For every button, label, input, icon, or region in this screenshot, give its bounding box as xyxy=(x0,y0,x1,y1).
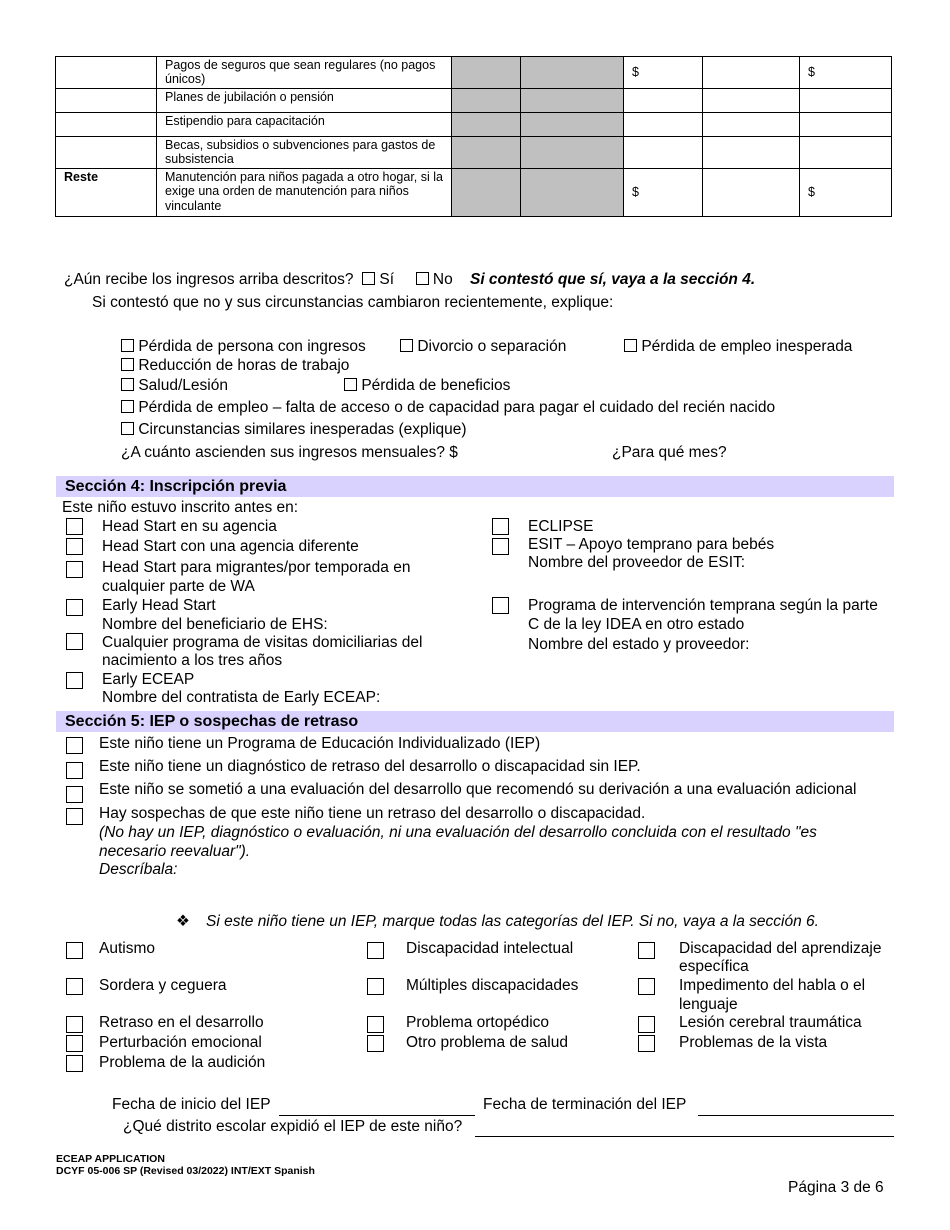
option-row xyxy=(624,338,852,356)
option-label: Pérdida de persona con ingresos xyxy=(138,338,366,355)
shaded-cell xyxy=(521,57,624,89)
table-row xyxy=(56,137,892,169)
row-label xyxy=(56,113,157,137)
option-row xyxy=(400,338,566,356)
iep-checkbox[interactable] xyxy=(66,737,83,754)
page-number: Página 3 de 6 xyxy=(788,1179,884,1196)
speech-checkbox[interactable] xyxy=(638,978,655,995)
row-description: Becas, subsidios o subvenciones para gastos de subsistencia xyxy=(157,137,452,169)
end-date-field[interactable] xyxy=(698,1115,894,1116)
row-description: Estipendio para capacitación xyxy=(157,113,452,137)
option-label: Early Head Start xyxy=(102,597,216,614)
option-row xyxy=(121,338,366,356)
option-label: cualquier parte de WA xyxy=(102,578,255,595)
idea-name-label: Nombre del estado y proveedor: xyxy=(528,636,750,653)
newborn-checkbox[interactable] xyxy=(121,400,134,413)
divorce-checkbox[interactable] xyxy=(400,339,413,352)
row-description: Manutención para niños pagada a otro hogar, si la exige una orden de manutención para niños vinculante xyxy=(157,169,452,217)
ehs-checkbox[interactable] xyxy=(66,599,83,616)
table-row xyxy=(56,57,892,89)
category-label: lenguaje xyxy=(679,996,738,1013)
category-label: Problema ortopédico xyxy=(406,1014,550,1031)
diagnosis-checkbox[interactable] xyxy=(66,762,83,779)
category-label: Problema de la audición xyxy=(99,1054,266,1071)
row-label: Reste xyxy=(56,169,157,217)
option-label: Este niño se sometió a una evaluación del desarrollo que recomendó su derivación a una evaluación adicional xyxy=(99,781,857,798)
early-eceap-checkbox[interactable] xyxy=(66,672,83,689)
benefits-checkbox[interactable] xyxy=(344,378,357,391)
hours-checkbox[interactable] xyxy=(121,358,134,371)
orthopedic-checkbox[interactable] xyxy=(367,1016,384,1033)
no-checkbox[interactable] xyxy=(416,272,429,285)
category-label: Discapacidad del aprendizaje xyxy=(679,940,882,957)
end-date-label: Fecha de terminación del IEP xyxy=(483,1096,687,1113)
shaded-cell xyxy=(452,89,521,113)
intellectual-checkbox[interactable] xyxy=(367,942,384,959)
no-label: No xyxy=(432,271,453,288)
amount-cell[interactable]: $ xyxy=(800,169,892,217)
row-description: Planes de jubilación o pensión xyxy=(157,89,452,113)
esit-checkbox[interactable] xyxy=(492,538,509,555)
yes-instruction: Si contestó que sí, vaya a la sección 4. xyxy=(469,271,756,288)
describe-label: Descríbala: xyxy=(99,861,178,878)
option-label: C de la ley IDEA en otro estado xyxy=(528,616,745,633)
option-label: Este niño tiene un diagnóstico de retraso del desarrollo o discapacidad sin IEP. xyxy=(99,758,641,775)
tbi-checkbox[interactable] xyxy=(638,1016,655,1033)
category-label: Autismo xyxy=(99,940,155,957)
option-row xyxy=(344,377,510,395)
shaded-cell xyxy=(452,169,521,217)
similar-checkbox[interactable] xyxy=(121,422,134,435)
category-label: Lesión cerebral traumática xyxy=(679,1014,862,1031)
option-label: Head Start con una agencia diferente xyxy=(102,538,359,555)
shaded-cell xyxy=(521,89,624,113)
start-date-field[interactable] xyxy=(279,1115,475,1116)
which-month: ¿Para qué mes? xyxy=(612,444,727,461)
row-label xyxy=(56,137,157,169)
yes-checkbox[interactable] xyxy=(362,272,375,285)
amount-cell[interactable] xyxy=(703,89,800,113)
early-eceap-name-label: Nombre del contratista de Early ECEAP: xyxy=(102,689,381,706)
option-label: Pérdida de empleo – falta de acceso o de capacidad para pagar el cuidado del recién nacido xyxy=(138,399,776,416)
shaded-cell xyxy=(521,137,624,169)
option-row xyxy=(121,357,349,375)
hs-other-checkbox[interactable] xyxy=(66,538,83,555)
amount-cell[interactable] xyxy=(624,137,703,169)
yes-label: Sí xyxy=(379,271,395,288)
option-row xyxy=(121,399,775,417)
option-label: Divorcio o separación xyxy=(417,338,567,355)
option-label: Head Start para migrantes/por temporada en xyxy=(102,559,411,576)
option-label: Este niño tiene un Programa de Educación Individualizado (IEP) xyxy=(99,735,541,752)
amount-cell[interactable]: $ xyxy=(624,57,703,89)
row-label xyxy=(56,57,157,89)
amount-cell[interactable] xyxy=(703,113,800,137)
multiple-checkbox[interactable] xyxy=(367,978,384,995)
option-label: Hay sospechas de que este niño tiene un retraso del desarrollo o discapacidad. xyxy=(99,805,646,822)
table-row xyxy=(56,89,892,113)
shaded-cell xyxy=(452,137,521,169)
hs-agency-checkbox[interactable] xyxy=(66,518,83,535)
amount-cell[interactable] xyxy=(624,113,703,137)
table-row xyxy=(56,169,892,217)
option-label: ECLIPSE xyxy=(528,518,594,535)
suspicion-note: necesario reevaluar"). xyxy=(99,843,251,860)
category-label: Retraso en el desarrollo xyxy=(99,1014,264,1031)
other-health-checkbox[interactable] xyxy=(367,1035,384,1052)
option-row xyxy=(121,377,228,395)
iep-instruction: Si este niño tiene un IEP, marque todas las categorías del IEP. Si no, vaya a la sección 6. xyxy=(206,913,819,930)
shaded-cell xyxy=(521,169,624,217)
section-4-intro: Este niño estuvo inscrito antes en: xyxy=(62,499,299,516)
diamond-bullet-icon: ❖ xyxy=(176,913,190,930)
start-date-label: Fecha de inicio del IEP xyxy=(112,1096,271,1113)
option-row xyxy=(121,421,467,439)
amount-cell[interactable] xyxy=(800,89,892,113)
explain-text: Si contestó que no y sus circunstancias cambiaron recientemente, explique: xyxy=(92,294,614,311)
health-checkbox[interactable] xyxy=(121,378,134,391)
autism-checkbox[interactable] xyxy=(66,942,83,959)
option-label: Reducción de horas de trabajo xyxy=(138,357,350,374)
option-label: Early ECEAP xyxy=(102,671,195,688)
category-label: Problemas de la vista xyxy=(679,1034,828,1051)
category-label: Sordera y ceguera xyxy=(99,977,227,994)
shaded-cell xyxy=(521,113,624,137)
monthly-income: ¿A cuánto ascienden sus ingresos mensuales? $ xyxy=(121,444,458,461)
loss-person-checkbox[interactable] xyxy=(121,339,134,352)
amount-cell[interactable] xyxy=(800,113,892,137)
option-label: nacimiento a los tres años xyxy=(102,652,283,669)
vision-checkbox[interactable] xyxy=(638,1035,655,1052)
amount-cell[interactable] xyxy=(703,169,800,217)
idea-checkbox[interactable] xyxy=(492,597,509,614)
section-5-header: Sección 5: IEP o sospechas de retraso xyxy=(56,711,894,732)
category-label: específica xyxy=(679,958,749,975)
emotional-checkbox[interactable] xyxy=(66,1035,83,1052)
esit-name-label: Nombre del proveedor de ESIT: xyxy=(528,554,746,571)
section-4-header: Sección 4: Inscripción previa xyxy=(56,476,894,497)
category-label: Impedimento del habla o el xyxy=(679,977,866,994)
deafblind-checkbox[interactable] xyxy=(66,978,83,995)
option-label: Head Start en su agencia xyxy=(102,518,277,535)
eclipse-checkbox[interactable] xyxy=(492,518,509,535)
hearing-checkbox[interactable] xyxy=(66,1055,83,1072)
shaded-cell xyxy=(452,57,521,89)
amount-cell[interactable]: $ xyxy=(624,169,703,217)
hs-migrant-checkbox[interactable] xyxy=(66,561,83,578)
amount-cell[interactable] xyxy=(703,57,800,89)
home-visit-checkbox[interactable] xyxy=(66,633,83,650)
amount-cell[interactable] xyxy=(624,89,703,113)
dev-delay-checkbox[interactable] xyxy=(66,1016,83,1033)
form-code: DCYF 05-006 SP (Revised 03/2022) INT/EXT Spanish xyxy=(56,1165,315,1177)
table-row xyxy=(56,113,892,137)
ehs-name-label: Nombre del beneficiario de EHS: xyxy=(102,616,328,633)
option-label: Cualquier programa de visitas domiciliarias del xyxy=(102,634,423,651)
income-question: ¿Aún recibe los ingresos arriba descritos? xyxy=(64,271,354,288)
amount-cell[interactable] xyxy=(800,137,892,169)
evaluation-checkbox[interactable] xyxy=(66,786,83,803)
job-loss-checkbox[interactable] xyxy=(624,339,637,352)
suspicion-note: (No hay un IEP, diagnóstico o evaluación, ni una evaluación del desarrollo concluida con el resultado "es xyxy=(99,824,817,841)
learning-checkbox[interactable] xyxy=(638,942,655,959)
amount-cell[interactable] xyxy=(703,137,800,169)
row-label xyxy=(56,89,157,113)
option-label: Programa de intervención temprana según la parte xyxy=(528,597,878,614)
category-label: Discapacidad intelectual xyxy=(406,940,574,957)
district-field[interactable] xyxy=(475,1136,894,1137)
category-label: Múltiples discapacidades xyxy=(406,977,579,994)
income-question-line xyxy=(64,271,755,289)
category-label: Perturbación emocional xyxy=(99,1034,262,1051)
income-table xyxy=(55,56,892,217)
shaded-cell xyxy=(452,113,521,137)
row-description: Pagos de seguros que sean regulares (no pagos únicos) xyxy=(157,57,452,89)
option-label: Circunstancias similares inesperadas (explique) xyxy=(138,421,467,438)
form-name: ECEAP APPLICATION xyxy=(56,1153,165,1165)
option-label: ESIT – Apoyo temprano para bebés xyxy=(528,536,775,553)
amount-cell[interactable]: $ xyxy=(800,57,892,89)
district-label: ¿Qué distrito escolar expidió el IEP de este niño? xyxy=(123,1118,463,1135)
option-label: Pérdida de empleo inesperada xyxy=(641,338,853,355)
option-label: Salud/Lesión xyxy=(138,377,228,394)
suspicion-checkbox[interactable] xyxy=(66,808,83,825)
option-label: Pérdida de beneficios xyxy=(361,377,511,394)
category-label: Otro problema de salud xyxy=(406,1034,568,1051)
